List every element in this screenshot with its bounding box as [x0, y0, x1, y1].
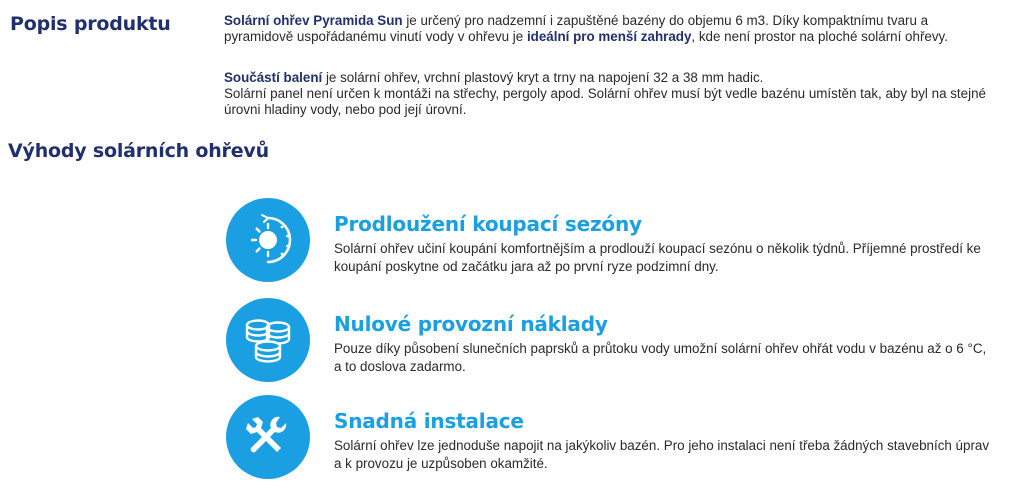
section-title-vyhody: Výhody solárních ohřevů	[8, 140, 269, 162]
description-highlight: ideální pro menší zahrady	[526, 29, 692, 44]
feature-icon-circle	[226, 395, 310, 479]
feature-icon-circle	[226, 198, 310, 282]
section-title-popis: Popis produktu	[10, 13, 171, 35]
description-text: je určený pro nadzemní i zapuštěné bazény do objemu 6 m3. Díky kompaktnímu tvaru a pyramidově uspořádanému vinutí vody v ohřevu je	[224, 13, 929, 44]
feature-title: Nulové provozní náklady	[334, 312, 608, 336]
feature-title: Snadná instalace	[334, 409, 524, 433]
feature-item	[226, 395, 996, 481]
sun-clock-icon	[238, 210, 298, 270]
feature-text: Pouze díky působení slunečních paprsků a průtoku vody umožní solární ohřev ohřát vodu v bazénu až o 6 °C, a to doslova zadarmo.	[334, 341, 987, 374]
feature-item	[226, 298, 996, 384]
package-text: je solární ohřev, vrchní plastový kryt a trny na napojení 32 a 38 mm hadic.	[322, 70, 764, 85]
feature-title: Prodloužení koupací sezóny	[334, 212, 642, 236]
coins-icon	[238, 310, 298, 370]
feature-text: Solární ohřev učiní koupání komfortnějším a prodlouží koupací sezónu o několik týdnů. Příjemné prostředí ke koupání poskytne od začátku jara až po první ryze podzimní dny.	[334, 241, 981, 274]
tools-icon	[238, 407, 298, 467]
installation-note: Solární panel není určen k montáži na střechy, pergoly apod. Solární ohřev musí být vedle bazénu umístěn tak, aby byl na stejné úrovni hladiny vody, nebo pod její úrovní.	[224, 86, 986, 117]
description-text: , kde není prostor na ploché solární ohřevy.	[691, 29, 948, 44]
description-paragraph-1	[224, 13, 994, 45]
feature-icon-circle	[226, 298, 310, 382]
package-description	[224, 70, 994, 118]
package-label: Součástí balení	[224, 70, 323, 85]
product-description	[224, 13, 994, 45]
description-paragraph-2	[224, 70, 994, 118]
feature-text: Solární ohřev lze jednoduše napojit na jakýkoliv bazén. Pro jeho instalaci není třeba žádných stavebních úprav a k provozu je uzpůsoben okamžité.	[334, 438, 990, 471]
feature-item	[226, 198, 996, 284]
product-name: Solární ohřev Pyramida Sun	[224, 13, 403, 28]
